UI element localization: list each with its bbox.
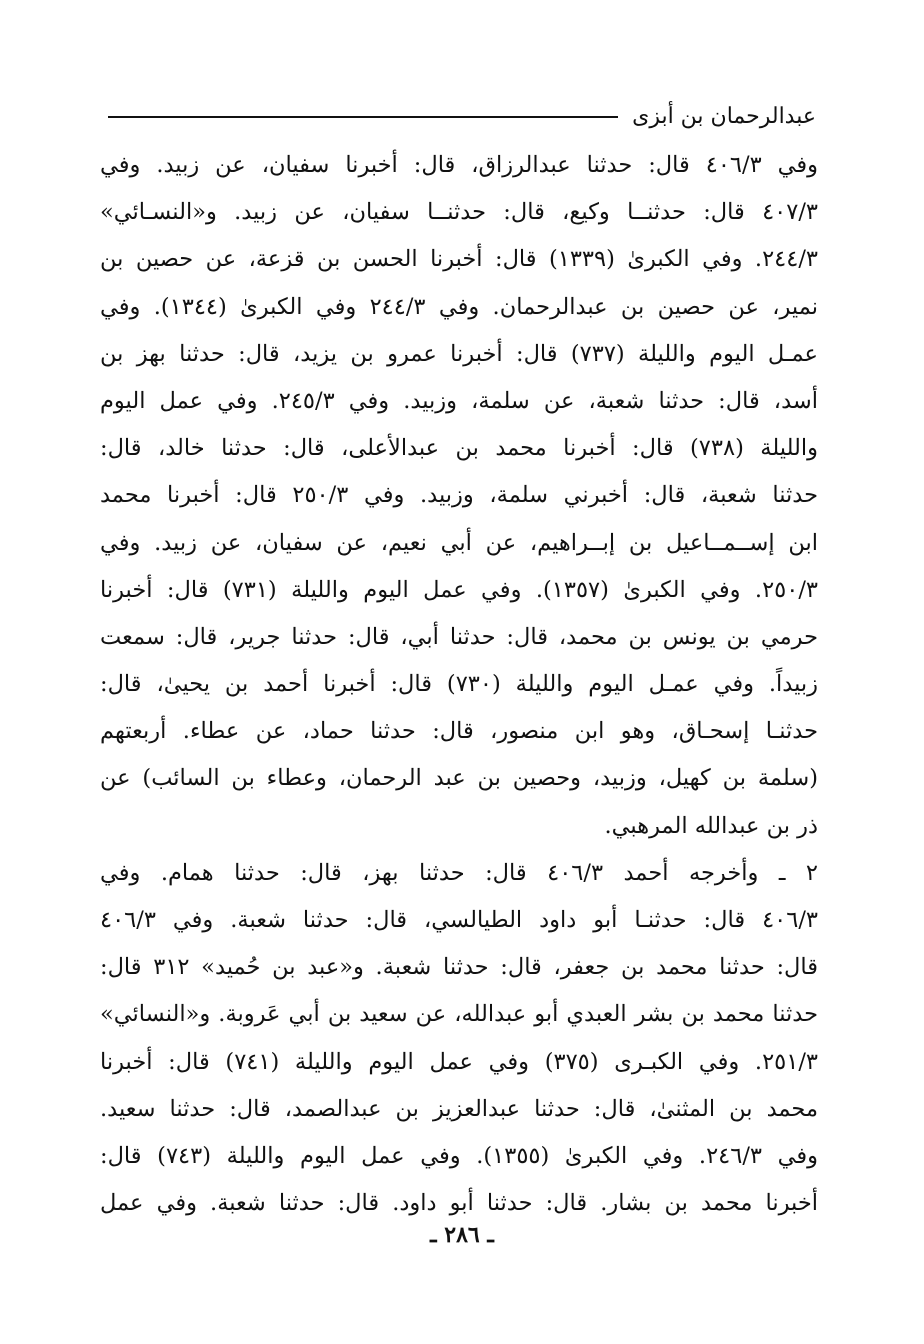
text-line: أخبرنا محمد بن بشار. قال: حدثنا أبو داود. قال: حدثنا شعبة. وفي عمل: [100, 1190, 818, 1217]
text-line: (سلمة بن كهيل، وزبيد، وحصين بن عبد الرحمان، وعطاء بن السائب) عن: [100, 765, 818, 792]
text-line: نمير، عن حصين بن عبدالرحمان. وفي ٢٤٤/٣ وفي الكبرىٰ (١٣٤٤). وفي: [100, 293, 818, 320]
text-line: زبيداً. وفي عمـل اليوم والليلة (٧٣٠) قال: أخبرنا أحمد بن يحيىٰ، قال:: [100, 671, 818, 698]
text-line: ذر بن عبدالله المرهبي.: [604, 812, 818, 839]
text-line: ٢٥١/٣. وفي الكبـرى (٣٧٥) وفي عمل اليوم والليلة (٧٤١) قال: أخبرنا: [100, 1048, 818, 1075]
text-line: ابن إســمــاعيل بن إبــراهيم، عن أبي نعيم، عن سفيان، عن زبيد. وفي: [100, 529, 818, 556]
header-rule: [108, 116, 618, 118]
text-line: وفي ٢٤٦/٣. وفي الكبرىٰ (١٣٥٥). وفي عمل اليوم والليلة (٧٤٣) قال:: [100, 1142, 818, 1169]
text-line: وفي ٤٠٦/٣ قال: حدثنا عبدالرزاق، قال: أخبرنا سفيان، عن زبيد. وفي: [100, 152, 818, 178]
text-line: ٤٠٧/٣ قال: حدثنــا وكيع، قال: حدثنــا سفيان، عن زبيد. و«النسـائي»: [100, 199, 818, 226]
text-line: ٢ ـ وأخرجه أحمد ٤٠٦/٣ قال: حدثنا بهز، قال: حدثنا همام. وفي: [100, 859, 818, 886]
text-line: ٢٤٤/٣. وفي الكبرىٰ (١٣٣٩) قال: أخبرنا الحسن بن قزعة، عن حصين بن: [100, 246, 818, 273]
text-line: أسد، قال: حدثنا شعبة، عن سلمة، وزبيد. وفي ٢٤٥/٣. وفي عمل اليوم: [100, 387, 818, 414]
text-line: حدثنا شعبة، قال: أخبرني سلمة، وزبيد. وفي ٢٥٠/٣ قال: أخبرنا محمد: [100, 482, 818, 509]
text-line: محمد بن المثنىٰ، قال: حدثنا عبدالعزيز بن عبدالصمد، قال: حدثنا سعيد.: [100, 1095, 818, 1122]
running-header: [108, 96, 816, 136]
text-line: ٤٠٦/٣ قال: حدثنـا أبو داود الطيالسي، قال: حدثنا شعبة. وفي ٤٠٦/٣: [100, 907, 818, 933]
text-line: قال: حدثنا محمد بن جعفر، قال: حدثنا شعبة. و«عبد بن حُميد» ٣١٢ قال:: [100, 954, 818, 981]
text-line: ٢٥٠/٣. وفي الكبرىٰ (١٣٥٧). وفي عمل اليوم والليلة (٧٣١) قال: أخبرنا: [100, 576, 818, 603]
page-number: ـ ٢٨٦ ـ: [430, 1222, 494, 1248]
header-title: عبدالرحمان بن أبزى: [632, 103, 816, 129]
text-line: حدثنا محمد بن بشر العبدي أبو عبدالله، عن سعيد بن أبي عَروبة. و«النسائي»: [100, 1001, 818, 1028]
text-line: عمـل اليوم والليلة (٧٣٧) قال: أخبرنا عمرو بن يزيد، قال: حدثنا بهز بن: [100, 340, 818, 367]
text-line: والليلة (٧٣٨) قال: أخبرنا محمد بن عبدالأعلى، قال: حدثنا خالد، قال:: [100, 435, 818, 462]
text-line: حرمي بن يونس بن محمد، قال: حدثنا أبي، قال: حدثنا جرير، قال: سمعت: [100, 623, 818, 650]
text-line: حدثنـا إسحـاق، وهو ابن منصور، قال: حدثنا حماد، عن عطاء. أربعتهم: [100, 718, 818, 745]
main-text: [100, 142, 818, 1227]
